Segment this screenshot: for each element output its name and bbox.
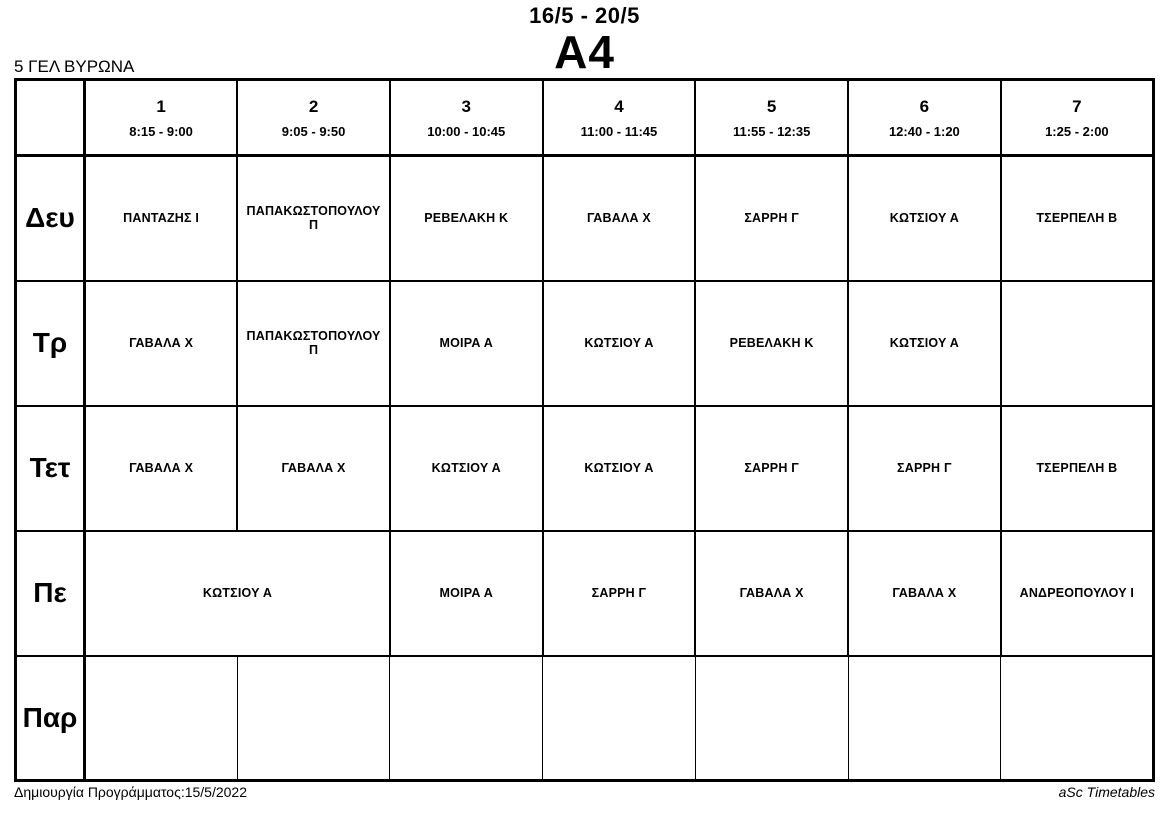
period-header-row (16, 80, 1154, 156)
lesson-cell: ΓΑΒΑΛΑ Χ (848, 531, 1001, 656)
day-row-thursday (16, 531, 1154, 656)
asc-timetables-brand: aSc Timetables (1058, 784, 1155, 800)
day-row-monday (16, 156, 1154, 281)
day-label: Τρ (32, 327, 68, 358)
lesson-cell: ΜΟΙΡΑ Α (390, 531, 543, 656)
period-header-7 (1001, 80, 1154, 156)
day-label-cell (16, 156, 85, 281)
period-time: 11:00 - 11:45 (580, 123, 658, 139)
title-block (0, 3, 1169, 78)
creation-date-label: Δημιουργία Προγράμματος:15/5/2022 (14, 784, 247, 800)
lesson-cell: ΡΕΒΕΛΑΚΗ Κ (695, 281, 848, 406)
corner-cell (16, 80, 85, 156)
week-date-range: 16/5 - 20/5 (529, 3, 640, 28)
lesson-cell: ΣΑΡΡΗ Γ (543, 531, 696, 656)
lesson-cell-empty (85, 656, 238, 781)
day-row-friday (16, 656, 1154, 781)
period-header-5 (695, 80, 848, 156)
period-number: 6 (919, 96, 930, 116)
day-row-tuesday (16, 281, 1154, 406)
lesson-cell: ΡΕΒΕΛΑΚΗ Κ (390, 156, 543, 281)
lesson-cell-empty (848, 656, 1001, 781)
lesson-cell: ΚΩΤΣΙΟΥ Α (848, 156, 1001, 281)
lesson-cell: ΓΑΒΑΛΑ Χ (85, 406, 238, 531)
lesson-cell: ΠΑΠΑΚΩΣΤΟΠΟΥΛΟΥ Π (237, 156, 390, 281)
period-time: 12:40 - 1:20 (888, 123, 960, 139)
lesson-cell: ΓΑΒΑΛΑ Χ (237, 406, 390, 531)
lesson-cell: ΓΑΒΑΛΑ Χ (543, 156, 696, 281)
period-header-3 (390, 80, 543, 156)
period-time: 1:25 - 2:00 (1045, 123, 1109, 139)
period-header-6 (848, 80, 1001, 156)
lesson-cell-merged: ΚΩΤΣΙΟΥ Α (85, 531, 390, 656)
timetable-grid (14, 78, 1155, 782)
lesson-cell: ΚΩΤΣΙΟΥ Α (390, 406, 543, 531)
school-name: 5 ΓΕΛ ΒΥΡΩΝΑ (14, 57, 135, 76)
lesson-cell-empty (543, 656, 696, 781)
day-label: Τετ (29, 452, 71, 483)
period-number: 5 (766, 96, 777, 116)
lesson-cell-empty (695, 656, 848, 781)
lesson-cell: ΚΩΤΣΙΟΥ Α (543, 281, 696, 406)
period-number: 1 (156, 96, 166, 116)
period-number: 3 (461, 96, 471, 116)
period-number: 4 (614, 96, 624, 116)
day-label-cell (16, 656, 85, 781)
lesson-cell: ΤΣΕΡΠΕΛΗ Β (1001, 156, 1154, 281)
day-label: Παρ (22, 701, 78, 733)
day-label: Δευ (25, 202, 75, 234)
class-title: A4 (554, 26, 615, 78)
lesson-cell: ΠΑΠΑΚΩΣΤΟΠΟΥΛΟΥ Π (237, 281, 390, 406)
day-row-wednesday (16, 406, 1154, 531)
lesson-cell: ΚΩΤΣΙΟΥ Α (543, 406, 696, 531)
day-label: Πε (33, 577, 67, 608)
lesson-cell: ΣΑΡΡΗ Γ (695, 406, 848, 531)
day-label-cell (16, 406, 85, 531)
period-header-1 (85, 80, 238, 156)
lesson-cell: ΠΑΝΤΑΖΗΣ Ι (85, 156, 238, 281)
period-header-4 (543, 80, 696, 156)
lesson-cell: ΚΩΤΣΙΟΥ Α (848, 281, 1001, 406)
lesson-cell-empty (237, 656, 390, 781)
period-time: 10:00 - 10:45 (427, 123, 506, 139)
lesson-cell-empty (1001, 656, 1154, 781)
period-time: 11:55 - 12:35 (732, 123, 811, 139)
lesson-cell: ΓΑΒΑΛΑ Χ (695, 531, 848, 656)
period-header-2 (237, 80, 390, 156)
period-number: 2 (308, 96, 319, 116)
period-time: 9:05 - 9:50 (281, 123, 346, 139)
period-number: 7 (1072, 96, 1082, 116)
lesson-cell-empty (1001, 281, 1154, 406)
lesson-cell: ΣΑΡΡΗ Γ (848, 406, 1001, 531)
period-time: 8:15 - 9:00 (129, 123, 193, 139)
day-label-cell (16, 281, 85, 406)
lesson-cell: ΣΑΡΡΗ Γ (695, 156, 848, 281)
lesson-cell: ΜΟΙΡΑ Α (390, 281, 543, 406)
lesson-cell-empty (390, 656, 543, 781)
lesson-cell: ΓΑΒΑΛΑ Χ (85, 281, 238, 406)
lesson-cell: ΤΣΕΡΠΕΛΗ Β (1001, 406, 1154, 531)
lesson-cell: ΑΝΔΡΕΟΠΟΥΛΟΥ Ι (1001, 531, 1154, 656)
day-label-cell (16, 531, 85, 656)
